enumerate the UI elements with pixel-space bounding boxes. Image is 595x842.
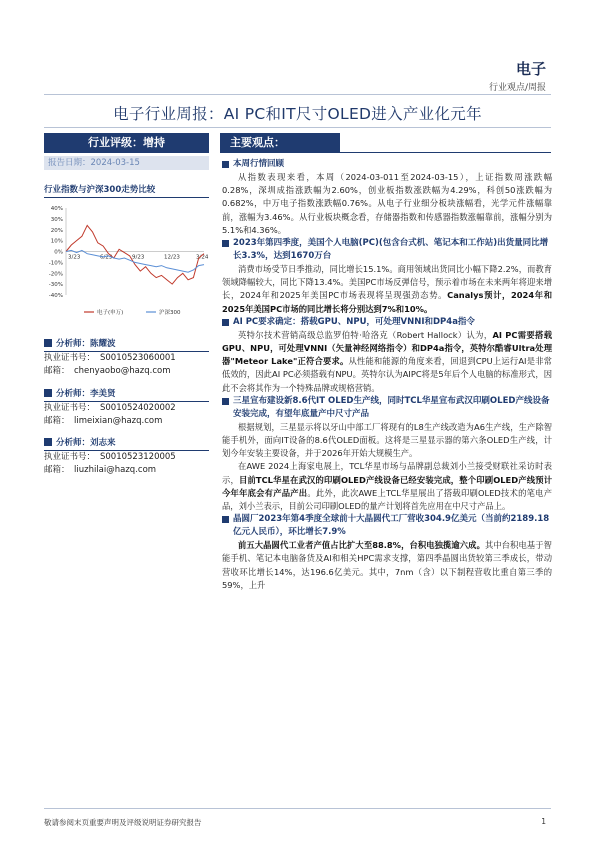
report-sector: 电子 [515,60,546,78]
section-heading: 2023年第四季度，美国个人电脑(PC)(包含台式机、笔记本和工作站)出货量同比增长3.3%，达到1670万台 [222,237,552,263]
text-run: 根据规划，三星显示将以牙山中部工厂将现有的L8生产线改造为A6生产线，生产除智能手机外，面向IT设备的8.6代OLED面板。这将是三星显示器的第六条OLED生产线，计划今年安装主要设备，并于2026年开始大规模生产。 [222,421,552,459]
y-tick-label: -30% [48,282,63,289]
x-tick-label: 3/23 [68,254,81,261]
analyst-cert [44,451,209,464]
y-tick-label: -10% [48,260,63,267]
footer-disclaimer: 敬请参阅末页重要声明及评级说明证券研究报告 [44,818,202,827]
report-title: 电子行业周报：AI PC和IT尺寸OLED进入产业化元年 [113,105,482,123]
section-paragraph [222,421,552,461]
email-label: 邮箱： [44,465,70,475]
text-run: 从指数表现来看，本周（2024-03-011至2024-03-15），上证指数周涨跌幅0.28%，深圳成指涨跌幅为2.60%，创业板指数涨跌幅为4.29%，科创50涨跌幅为0.682%，中万电子指数涨跌幅0.76%。从电子行业细分板块涨幅看，光学元件涨幅靠前，涨幅为3.46%。从行业板块概念看，存储器指数和传感器指数涨幅靠前，涨幅分别为5.1%和4.36%。 [222,172,552,235]
analyst-card [44,436,209,477]
cert-number: S0010523120005 [100,452,176,462]
square-bullet-icon [44,339,52,347]
main-points-divider [220,152,551,153]
legend-label: 沪深300 [159,310,181,316]
cert-number: S0010524020002 [100,403,176,413]
analyst-name-text: 分析师：陈耀波 [56,339,116,349]
x-tick-label: 6/23 [100,254,113,261]
text-run: 英特尔技术营销高级总监罗伯特·哈洛克（Robert Hallock）认为， [238,329,493,340]
analyst-email [44,415,209,428]
x-tick-label: 12/23 [164,254,180,261]
section-paragraph [222,539,552,592]
cert-label: 执业证书号： [44,403,96,413]
x-tick-label: 3/24 [196,254,209,261]
analyst-name [44,337,209,352]
email-label: 邮箱： [44,416,70,426]
analyst-cert [44,352,209,365]
report-type: 行业观点/周报 [488,83,546,93]
text-run: 从性能和能源的角度来看，回退到CPU上运行AI是非常低效的，因此AI PC必须搭载有NPU。英特尔认为AIPC将是5年后个人电脑的标准形式，因此不会将其作为一个特殊品牌或规格营销。 [222,356,552,393]
text-run: 在AWE 2024上海家电展上，TCL华星市场与品牌副总裁刘小兰接受财联社采访时表示， [222,461,552,485]
section-heading: 本周行情回顾 [222,158,552,171]
report-date: 报告日期：2024-03-15 [44,156,209,170]
section-heading: 三星宣布建设新8.6代IT OLED生产线，同时TCL华星宣布武汉印刷OLED产线设备安装完成，有望年底量产中尺寸产品 [222,395,552,421]
square-bullet-icon [44,389,52,397]
y-tick-label: -20% [48,271,63,278]
section-heading: AI PC要求确定：搭载GPU、NPU，可处理VNNI和DP4a指令 [222,316,552,329]
cert-number: S0010523060001 [100,353,176,363]
analyst-email [44,365,209,378]
bold-text: 目前TCL华星在武汉的印刷OLED产线设备已经安装完成，整个印刷OLED产线预计今年年底会有产品产出 [222,474,552,498]
footer-divider [44,808,551,809]
y-tick-label: 30% [50,216,63,223]
text-run: 。此外，此次AWE上TCL华星展出了搭载印刷OLED技术的笔电产品，刘小兰表示，目前公司印刷OLED的量产计划将首先应用在中尺寸产品上。 [222,487,552,512]
bold-text: Canalys预计，2024年和2025年美国PC市场的同比增长将分别达到7%和10%。 [222,290,553,314]
email-label: 邮箱： [44,366,70,376]
square-bullet-icon [44,438,52,446]
main-points-body [222,158,552,592]
section-paragraph [222,329,552,395]
section-heading: 晶圆厂2023年第4季度全球前十大晶圆代工厂营收304.9亿美元（当前约2189.18亿元人民币），环比增长7.9% [222,513,552,539]
section-paragraph [222,171,552,237]
analyst-name-text: 分析师：刘志来 [56,438,116,448]
bold-text: AI PC需要搭载GPU、NPU，可处理VNNI（矢量神经网络指令）和DP4a指令，英特尔酷睿Ultra处理器"Meteor Lake"正符合要求。 [222,329,552,367]
analyst-name [44,387,209,402]
page-number: 1 [541,817,546,826]
cert-label: 执业证书号： [44,452,96,462]
analyst-cert [44,402,209,415]
y-tick-label: 10% [50,238,63,245]
y-tick-label: 40% [50,206,63,212]
y-tick-label: 0% [54,249,63,256]
header-divider [44,94,551,95]
x-tick-label: 9/23 [132,254,145,261]
text-run: 消费市场受节日季推动，同比增长15.1%。商用领域出货同比小幅下降2.2%，而教育领域降幅较大，同比下降13.4%。美国PC市场反弹信号，预示着市场在未来两年将迎来增长，2024年和2025年美国PC市场表现将呈现强劲态势。 [222,264,552,301]
email-address[interactable]: limeixian@hazq.com [74,416,163,426]
email-address[interactable]: chenyaobo@hazq.com [74,366,171,376]
bold-text: 前五大晶圆代工业者产值占比扩大至88.8%，台积电独揽逾六成。 [238,540,485,551]
analyst-name-text: 分析师：李美贤 [56,389,116,399]
y-tick-label: 20% [50,227,63,234]
chart-title-divider [44,197,209,198]
analyst-card [44,387,209,428]
main-points-heading: 主要观点： [220,133,340,153]
analyst-card [44,337,209,378]
email-address[interactable]: liuzhilai@hazq.com [74,465,157,475]
analyst-email [44,464,209,477]
section-paragraph [222,263,552,316]
index-comparison-chart [44,200,209,325]
title-divider [44,127,551,128]
industry-rating: 行业评级：增持 [44,133,209,153]
legend-label: 电子(申万) [97,310,124,316]
chart-title: 行业指数与沪深300走势比较 [44,185,156,195]
cert-label: 执业证书号： [44,353,96,363]
analyst-name [44,436,209,451]
text-run: 其中台积电基于智能手机、笔记本电脑备货及AI和相关HPC需求支撑，第四季晶圆出货较第三季成长，带动营收环比增长14%，达196.6亿美元。其中，7nm（含）以下制程营收比重自第三季的59%，上升 [222,540,552,590]
y-tick-label: -40% [48,293,63,299]
section-paragraph [222,460,552,513]
